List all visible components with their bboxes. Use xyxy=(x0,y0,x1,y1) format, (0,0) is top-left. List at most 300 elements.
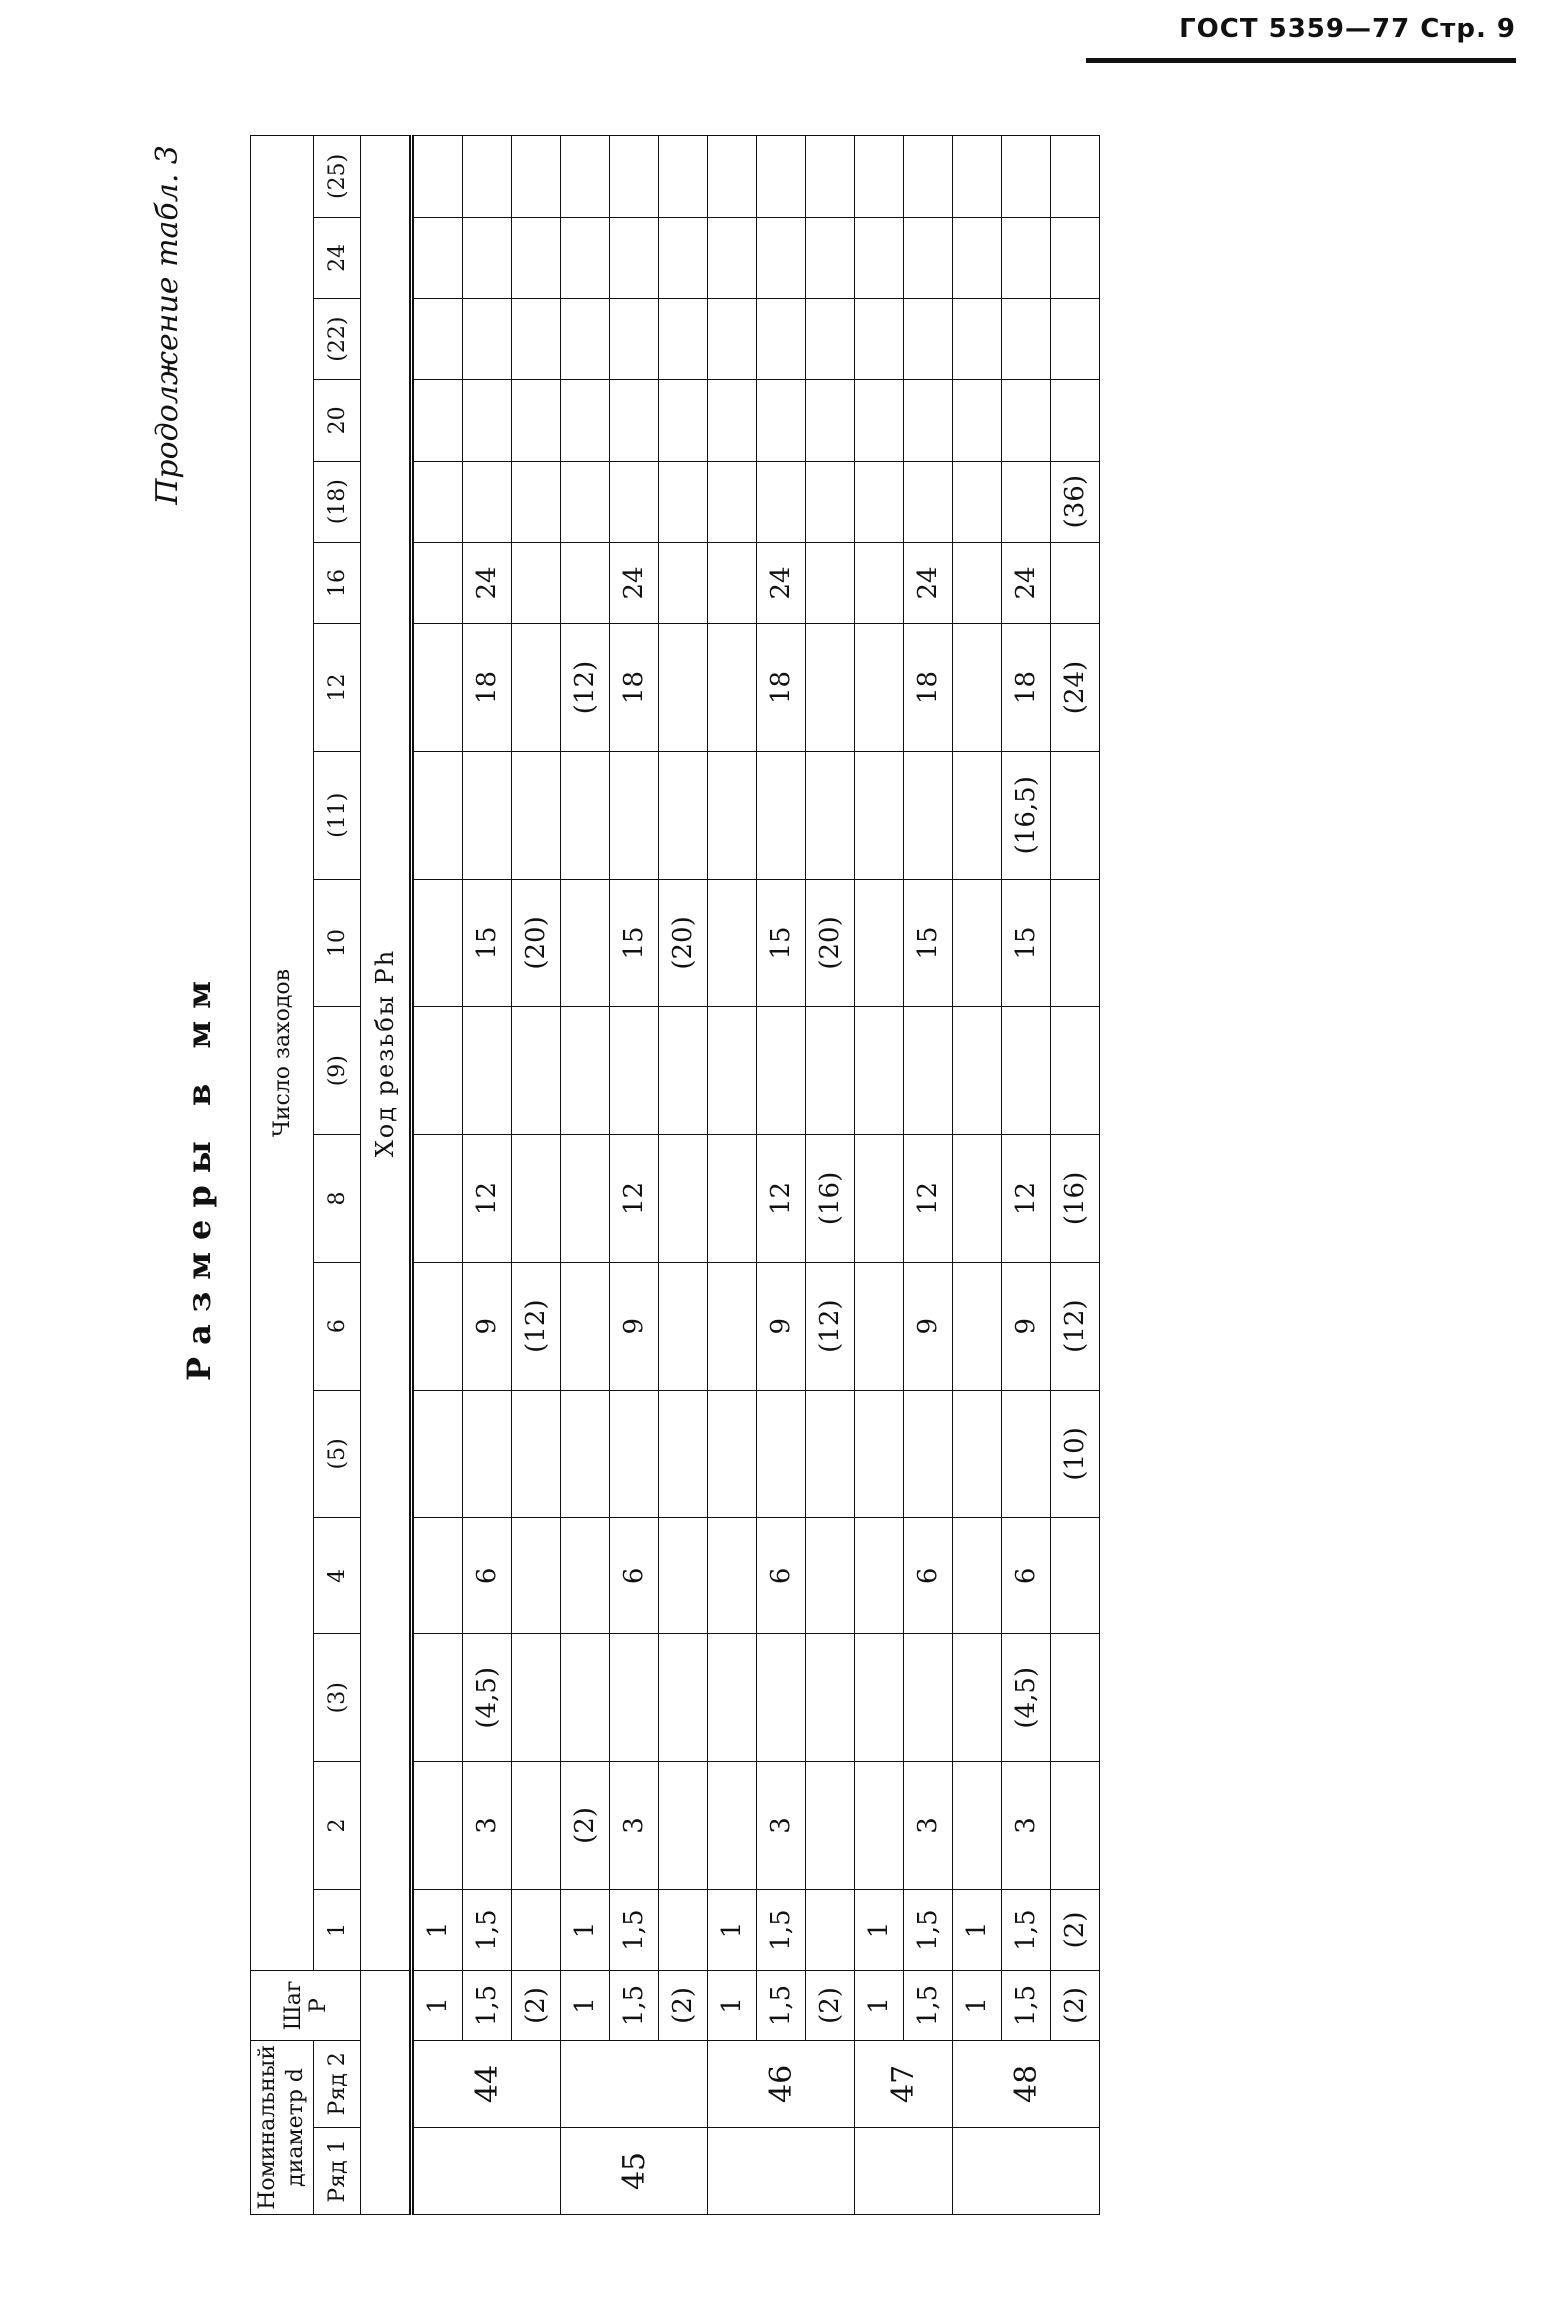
step-cell: 1 xyxy=(561,1971,610,2041)
lead-value-cell xyxy=(659,1762,708,1890)
lead-value-cell xyxy=(512,1889,561,1970)
lead-value-cell xyxy=(1051,1007,1100,1135)
table-row xyxy=(904,136,953,2215)
step-cell: 1 xyxy=(855,1971,904,2041)
lead-value-cell xyxy=(806,299,855,380)
lead-value-cell xyxy=(855,380,904,461)
lead-value-cell xyxy=(463,217,512,298)
lead-value-cell xyxy=(904,380,953,461)
lead-value-cell xyxy=(1051,380,1100,461)
lead-value-cell xyxy=(512,461,561,542)
lead-value-cell xyxy=(659,1634,708,1762)
lead-value-cell xyxy=(610,1007,659,1135)
lead-value-cell xyxy=(806,542,855,623)
lead-value-cell xyxy=(708,136,757,218)
lead-value-cell xyxy=(806,380,855,461)
lead-value-cell: 15 xyxy=(610,879,659,1007)
lead-value-cell xyxy=(855,1007,904,1135)
lead-value-cell xyxy=(412,1007,463,1135)
lead-value-cell xyxy=(659,624,708,752)
lead-value-cell: 6 xyxy=(610,1518,659,1634)
lead-value-cell: 18 xyxy=(1002,624,1051,752)
lead-value-cell: 18 xyxy=(904,624,953,752)
lead-value-cell xyxy=(855,299,904,380)
starts-header-cell: (25) xyxy=(314,136,361,218)
lead-value-cell xyxy=(855,1262,904,1390)
row1-diameter-cell xyxy=(855,2127,953,2214)
lead-value-cell: (12) xyxy=(561,624,610,752)
empty-lead-spacer xyxy=(361,1971,412,2215)
lead-value-cell xyxy=(659,1889,708,1970)
step-cell: (2) xyxy=(1051,1971,1100,2041)
lead-value-cell xyxy=(412,1634,463,1762)
lead-value-cell xyxy=(806,751,855,879)
lead-value-cell xyxy=(904,1390,953,1518)
starts-header-cell: 2 xyxy=(314,1762,361,1890)
lead-value-cell: (20) xyxy=(512,879,561,1007)
lead-value-cell xyxy=(561,1518,610,1634)
lead-value-cell xyxy=(463,136,512,218)
lead-value-cell xyxy=(1051,751,1100,879)
lead-value-cell xyxy=(806,461,855,542)
lead-value-cell xyxy=(757,461,806,542)
lead-value-cell xyxy=(806,1762,855,1890)
nominal-diameter-header: Номинальный диаметр d xyxy=(251,2040,314,2214)
lead-value-cell: (4,5) xyxy=(1002,1634,1051,1762)
lead-value-cell xyxy=(806,136,855,218)
lead-value-cell xyxy=(953,1262,1002,1390)
lead-value-cell xyxy=(1051,1634,1100,1762)
lead-value-cell xyxy=(412,624,463,752)
lead-value-cell: 6 xyxy=(757,1518,806,1634)
lead-value-cell xyxy=(1002,1007,1051,1135)
lead-value-cell xyxy=(512,1390,561,1518)
step-cell: 1,5 xyxy=(463,1971,512,2041)
lead-value-cell xyxy=(561,1007,610,1135)
lead-value-cell xyxy=(708,1390,757,1518)
lead-value-cell xyxy=(708,380,757,461)
step-cell: (2) xyxy=(806,1971,855,2041)
step-cell: 1,5 xyxy=(757,1971,806,2041)
lead-value-cell xyxy=(904,1634,953,1762)
table-row xyxy=(463,136,512,2215)
table-row xyxy=(412,136,463,2215)
lead-value-cell: 6 xyxy=(904,1518,953,1634)
lead-value-cell: 24 xyxy=(757,542,806,623)
step-cell: 1 xyxy=(708,1971,757,2041)
lead-value-cell: (12) xyxy=(806,1262,855,1390)
lead-value-cell xyxy=(512,624,561,752)
lead-value-cell xyxy=(855,217,904,298)
lead-value-cell: 24 xyxy=(463,542,512,623)
starts-header-cell: (5) xyxy=(314,1390,361,1518)
lead-value-cell xyxy=(708,751,757,879)
lead-value-cell xyxy=(512,299,561,380)
lead-value-cell xyxy=(855,1518,904,1634)
lead-value-cell: 3 xyxy=(904,1762,953,1890)
table-row xyxy=(757,136,806,2215)
lead-value-cell xyxy=(512,380,561,461)
step-cell: 1,5 xyxy=(904,1971,953,2041)
step-cell: (2) xyxy=(512,1971,561,2041)
lead-value-cell xyxy=(561,751,610,879)
lead-value-cell xyxy=(512,542,561,623)
lead-value-cell: 1,5 xyxy=(757,1889,806,1970)
lead-value-cell xyxy=(512,1518,561,1634)
starts-header-cell: 20 xyxy=(314,380,361,461)
lead-value-cell xyxy=(659,217,708,298)
lead-value-cell xyxy=(512,217,561,298)
lead-value-cell xyxy=(708,461,757,542)
lead-value-cell: (16,5) xyxy=(1002,751,1051,879)
lead-value-cell: 24 xyxy=(1002,542,1051,623)
lead-value-cell xyxy=(412,217,463,298)
lead-value-cell xyxy=(1002,217,1051,298)
lead-value-cell xyxy=(708,1762,757,1890)
lead-value-cell: (24) xyxy=(1051,624,1100,752)
lead-value-cell xyxy=(512,1135,561,1263)
step-cell: (2) xyxy=(659,1971,708,2041)
lead-value-cell: 15 xyxy=(463,879,512,1007)
lead-value-cell xyxy=(1002,1390,1051,1518)
lead-value-cell xyxy=(561,1634,610,1762)
lead-value-cell xyxy=(708,879,757,1007)
lead-value-cell xyxy=(708,217,757,298)
lead-value-cell: 15 xyxy=(757,879,806,1007)
lead-value-cell: 12 xyxy=(1002,1135,1051,1263)
lead-value-cell: 3 xyxy=(463,1762,512,1890)
lead-value-cell xyxy=(904,1007,953,1135)
lead-value-cell xyxy=(412,136,463,218)
lead-value-cell xyxy=(757,1007,806,1135)
lead-value-cell xyxy=(757,1390,806,1518)
lead-value-cell xyxy=(855,1762,904,1890)
lead-value-cell: 1,5 xyxy=(463,1889,512,1970)
lead-value-cell xyxy=(659,1135,708,1263)
lead-value-cell xyxy=(757,217,806,298)
lead-value-cell: 15 xyxy=(1002,879,1051,1007)
lead-value-cell xyxy=(659,380,708,461)
page-header xyxy=(1056,14,1516,63)
table-row xyxy=(708,136,757,2215)
lead-value-cell xyxy=(806,1390,855,1518)
lead-value-cell xyxy=(561,879,610,1007)
lead-value-cell xyxy=(953,1634,1002,1762)
lead-value-cell xyxy=(953,1390,1002,1518)
lead-value-cell: 1 xyxy=(708,1889,757,1970)
step-cell: 1 xyxy=(412,1971,463,2041)
lead-value-cell xyxy=(757,380,806,461)
table-row xyxy=(855,136,904,2215)
lead-value-cell xyxy=(953,879,1002,1007)
lead-value-cell xyxy=(412,1762,463,1890)
lead-value-cell: (12) xyxy=(1051,1262,1100,1390)
lead-value-cell xyxy=(561,1135,610,1263)
lead-value-cell xyxy=(708,1007,757,1135)
lead-value-cell xyxy=(659,136,708,218)
lead-value-cell xyxy=(806,624,855,752)
starts-header-cell: 16 xyxy=(314,542,361,623)
table-row xyxy=(659,136,708,2215)
lead-value-cell xyxy=(610,1390,659,1518)
lead-value-cell xyxy=(412,380,463,461)
lead-value-cell xyxy=(561,136,610,218)
lead-value-cell xyxy=(904,461,953,542)
lead-value-cell xyxy=(953,217,1002,298)
table-row xyxy=(1051,136,1100,2215)
lead-value-cell: 12 xyxy=(757,1135,806,1263)
lead-value-cell: (4,5) xyxy=(463,1634,512,1762)
lead-value-cell xyxy=(708,1518,757,1634)
lead-value-cell xyxy=(412,879,463,1007)
lead-value-cell xyxy=(855,1634,904,1762)
rotated-table-block xyxy=(150,135,1490,2215)
lead-value-cell xyxy=(855,624,904,752)
lead-value-cell: 9 xyxy=(610,1262,659,1390)
lead-value-cell xyxy=(953,542,1002,623)
lead-value-cell xyxy=(1002,299,1051,380)
lead-value-cell xyxy=(855,542,904,623)
lead-value-cell xyxy=(512,136,561,218)
lead-value-cell xyxy=(757,136,806,218)
starts-header-cell: (11) xyxy=(314,751,361,879)
lead-value-cell xyxy=(463,1007,512,1135)
lead-value-cell xyxy=(855,461,904,542)
starts-header-cell: 12 xyxy=(314,624,361,752)
lead-value-cell: 24 xyxy=(904,542,953,623)
lead-value-cell xyxy=(855,1135,904,1263)
lead-value-cell xyxy=(561,1262,610,1390)
header-rule xyxy=(1086,58,1516,63)
lead-value-cell xyxy=(610,136,659,218)
lead-value-cell: 12 xyxy=(463,1135,512,1263)
lead-value-cell xyxy=(708,624,757,752)
lead-value-cell xyxy=(561,380,610,461)
lead-value-cell xyxy=(512,1762,561,1890)
lead-value-cell: (2) xyxy=(1051,1889,1100,1970)
lead-value-cell xyxy=(1051,1762,1100,1890)
lead-value-cell xyxy=(610,1634,659,1762)
lead-value-cell: (12) xyxy=(512,1262,561,1390)
starts-header-cell: (18) xyxy=(314,461,361,542)
lead-value-cell xyxy=(463,1390,512,1518)
lead-value-cell: (20) xyxy=(806,879,855,1007)
table-continuation-caption: Продолжение табл. 3 xyxy=(150,145,185,505)
lead-value-cell xyxy=(855,879,904,1007)
lead-value-cell xyxy=(904,299,953,380)
lead-value-cell xyxy=(561,217,610,298)
lead-value-cell xyxy=(953,299,1002,380)
row2-header: Ряд 2 xyxy=(314,2040,361,2127)
lead-value-cell xyxy=(708,1135,757,1263)
lead-value-cell xyxy=(659,1007,708,1135)
lead-value-cell: 3 xyxy=(610,1762,659,1890)
lead-value-cell xyxy=(855,751,904,879)
lead-value-cell: 9 xyxy=(1002,1262,1051,1390)
lead-value-cell xyxy=(1051,1518,1100,1634)
table-row xyxy=(806,136,855,2215)
lead-value-cell xyxy=(708,1634,757,1762)
lead-value-cell xyxy=(1051,217,1100,298)
lead-value-cell xyxy=(708,299,757,380)
lead-value-cell: (36) xyxy=(1051,461,1100,542)
starts-header-cell: (3) xyxy=(314,1634,361,1762)
lead-value-cell: 1,5 xyxy=(904,1889,953,1970)
lead-value-cell xyxy=(412,461,463,542)
lead-value-cell xyxy=(610,217,659,298)
lead-value-cell xyxy=(708,1262,757,1390)
row2-diameter-cell: 48 xyxy=(953,2040,1100,2127)
lead-value-cell xyxy=(412,542,463,623)
table-units-caption: Размеры в мм xyxy=(180,969,218,1381)
lead-value-cell xyxy=(561,542,610,623)
lead-value-cell xyxy=(1051,879,1100,1007)
lead-value-cell: 18 xyxy=(610,624,659,752)
lead-value-cell: 12 xyxy=(610,1135,659,1263)
lead-value-cell xyxy=(1051,299,1100,380)
lead-value-cell: 3 xyxy=(1002,1762,1051,1890)
lead-value-cell xyxy=(806,1634,855,1762)
thread-pitch-table xyxy=(250,135,1100,2215)
step-cell: 1,5 xyxy=(610,1971,659,2041)
lead-value-cell xyxy=(904,217,953,298)
starts-header-cell: 10 xyxy=(314,879,361,1007)
lead-value-cell xyxy=(904,751,953,879)
row1-diameter-cell: 45 xyxy=(561,2127,708,2214)
row1-diameter-cell xyxy=(412,2127,561,2214)
lead-value-cell xyxy=(610,380,659,461)
row1-diameter-cell xyxy=(708,2127,855,2214)
lead-value-cell xyxy=(412,1518,463,1634)
lead-value-cell: 9 xyxy=(463,1262,512,1390)
lead-value-cell xyxy=(953,1518,1002,1634)
starts-header-cell: 6 xyxy=(314,1262,361,1390)
lead-value-cell xyxy=(610,751,659,879)
starts-header-cell: (9) xyxy=(314,1007,361,1135)
lead-value-cell xyxy=(953,624,1002,752)
lead-value-cell xyxy=(806,1007,855,1135)
lead-value-cell xyxy=(463,380,512,461)
lead-value-cell xyxy=(953,136,1002,218)
lead-value-cell xyxy=(512,751,561,879)
lead-value-cell xyxy=(1002,380,1051,461)
lead-value-cell: 9 xyxy=(904,1262,953,1390)
lead-value-cell xyxy=(806,1889,855,1970)
lead-value-cell xyxy=(412,299,463,380)
table-row xyxy=(953,136,1002,2215)
row2-diameter-cell: 44 xyxy=(412,2040,561,2127)
lead-value-cell xyxy=(953,1007,1002,1135)
starts-header-cell: 24 xyxy=(314,217,361,298)
lead-value-cell xyxy=(659,1518,708,1634)
lead-value-cell xyxy=(659,461,708,542)
step-header: Шаг P xyxy=(251,1971,361,2041)
table-row xyxy=(512,136,561,2215)
lead-value-cell: 15 xyxy=(904,879,953,1007)
starts-header-cell: 4 xyxy=(314,1518,361,1634)
lead-value-cell xyxy=(463,299,512,380)
lead-value-cell: 12 xyxy=(904,1135,953,1263)
lead-value-cell xyxy=(659,1262,708,1390)
lead-value-cell: (20) xyxy=(659,879,708,1007)
lead-value-cell xyxy=(610,299,659,380)
lead-value-cell: (10) xyxy=(1051,1390,1100,1518)
lead-value-cell xyxy=(953,1762,1002,1890)
lead-value-cell: 1,5 xyxy=(1002,1889,1051,1970)
starts-header-cell: 8 xyxy=(314,1135,361,1263)
starts-header-cell: 1 xyxy=(314,1889,361,1970)
lead-value-cell: 1 xyxy=(855,1889,904,1970)
step-cell: 1 xyxy=(953,1971,1002,2041)
lead-value-cell xyxy=(412,1390,463,1518)
lead-value-cell: 18 xyxy=(757,624,806,752)
lead-value-cell xyxy=(806,217,855,298)
lead-value-cell xyxy=(757,299,806,380)
lead-value-cell: 24 xyxy=(610,542,659,623)
lead-value-cell: 1 xyxy=(953,1889,1002,1970)
row2-diameter-cell: 47 xyxy=(855,2040,953,2127)
row1-diameter-cell xyxy=(953,2127,1100,2214)
lead-value-cell xyxy=(953,1135,1002,1263)
lead-value-cell: 1 xyxy=(412,1889,463,1970)
lead-value-cell xyxy=(855,136,904,218)
lead-value-cell xyxy=(561,461,610,542)
lead-value-cell xyxy=(904,136,953,218)
lead-value-cell: (16) xyxy=(1051,1135,1100,1263)
lead-value-cell xyxy=(512,1634,561,1762)
lead-value-cell: (2) xyxy=(561,1762,610,1890)
lead-value-cell xyxy=(463,751,512,879)
starts-header-cell: (22) xyxy=(314,299,361,380)
lead-value-cell xyxy=(953,461,1002,542)
lead-value-cell: (16) xyxy=(806,1135,855,1263)
row2-diameter-cell xyxy=(561,2040,708,2127)
table-row xyxy=(561,136,610,2215)
lead-header: Ход резьбы Ph xyxy=(361,136,412,1971)
lead-value-cell xyxy=(1002,461,1051,542)
lead-value-cell xyxy=(659,542,708,623)
row2-diameter-cell: 46 xyxy=(708,2040,855,2127)
lead-value-cell xyxy=(463,461,512,542)
lead-value-cell: 6 xyxy=(463,1518,512,1634)
lead-value-cell xyxy=(659,299,708,380)
lead-value-cell xyxy=(659,751,708,879)
lead-value-cell xyxy=(953,380,1002,461)
lead-value-cell xyxy=(855,1390,904,1518)
lead-value-cell: 9 xyxy=(757,1262,806,1390)
lead-value-cell xyxy=(561,1390,610,1518)
lead-value-cell xyxy=(561,299,610,380)
lead-value-cell xyxy=(659,1390,708,1518)
lead-value-cell xyxy=(412,751,463,879)
lead-value-cell xyxy=(412,1135,463,1263)
lead-value-cell: 3 xyxy=(757,1762,806,1890)
lead-value-cell xyxy=(610,461,659,542)
step-cell: 1,5 xyxy=(1002,1971,1051,2041)
lead-value-cell: 6 xyxy=(1002,1518,1051,1634)
lead-value-cell xyxy=(953,751,1002,879)
lead-value-cell xyxy=(708,542,757,623)
lead-value-cell xyxy=(412,1262,463,1390)
lead-value-cell xyxy=(1051,136,1100,218)
lead-value-cell xyxy=(1002,136,1051,218)
row1-header: Ряд 1 xyxy=(314,2127,361,2214)
page-header-text: ГОСТ 5359—77 Стр. 9 xyxy=(1179,14,1516,44)
lead-value-cell: 18 xyxy=(463,624,512,752)
table-row xyxy=(1002,136,1051,2215)
lead-value-cell xyxy=(806,1518,855,1634)
number-of-starts-header: Число заходов xyxy=(251,136,314,1971)
